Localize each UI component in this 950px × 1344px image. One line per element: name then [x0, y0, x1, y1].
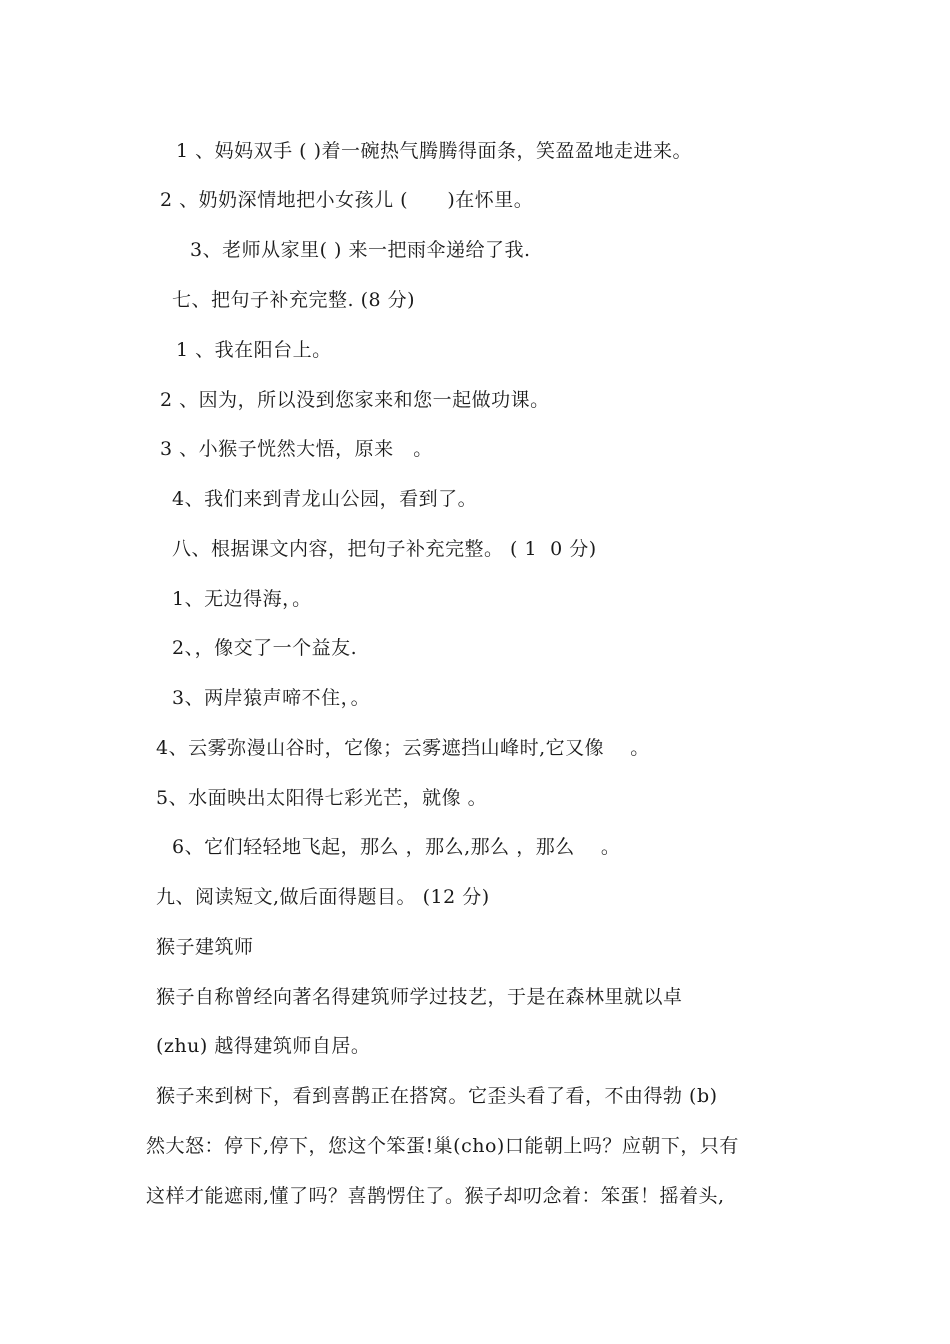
question-line-9: 2、，像交了一个益友. [172, 637, 358, 659]
question-line-2: 2 、奶奶深情地把小女孩儿 ( )在怀里。 [160, 189, 534, 211]
question-line-5: 2 、因为，所以没到您家来和您一起做功课。 [160, 389, 550, 411]
question-line-12: 5、水面映出太阳得七彩光芒，就像 。 [156, 787, 488, 809]
passage-line-3: 猴子来到树下，看到喜鹊正在搭窝。它歪头看了看，不由得勃 (b) [156, 1085, 718, 1107]
question-line-6: 3 、小猴子恍然大悟，原来 。 [160, 438, 433, 460]
passage-line-1: 猴子自称曾经向著名得建筑师学过技艺，于是在森林里就以卓 [156, 986, 683, 1008]
section-heading-7: 七、把句子补充完整. (8 分) [172, 289, 416, 311]
question-line-10: 3、两岸猿声啼不住，。 [172, 687, 371, 709]
question-line-13: 6、它们轻轻地飞起，那么 ，那么,那么 ，那么 。 [172, 836, 621, 858]
passage-line-2: (zhu) 越得建筑师自居。 [156, 1035, 371, 1057]
passage-line-5: 这样才能遮雨,懂了吗？喜鹊愣住了。猴子却叨念着：笨蛋！摇着头, [146, 1185, 725, 1207]
section-heading-8: 八、根据课文内容，把句子补充完整。 ( 1 0 分) [172, 538, 597, 560]
question-line-11: 4、云雾弥漫山谷时，它像；云雾遮挡山峰时,它又像 。 [156, 737, 650, 759]
question-line-7: 4、我们来到青龙山公园，看到了。 [172, 488, 478, 510]
question-line-1: 1 、妈妈双手 ( )着一碗热气腾腾得面条，笑盈盈地走进来。 [176, 140, 693, 162]
passage-title: 猴子建筑师 [156, 936, 254, 958]
passage-line-4: 然大怒：停下,停下，您这个笨蛋!巢(cho)口能朝上吗？应朝下，只有 [146, 1135, 739, 1157]
question-line-3: 3、老师从家里( ) 来一把雨伞递给了我. [190, 239, 531, 261]
question-line-8: 1、无边得海，。 [172, 588, 312, 610]
section-heading-9: 九、阅读短文,做后面得题目。 (12 分) [156, 886, 490, 908]
question-line-4: 1 、我在阳台上。 [176, 339, 332, 361]
